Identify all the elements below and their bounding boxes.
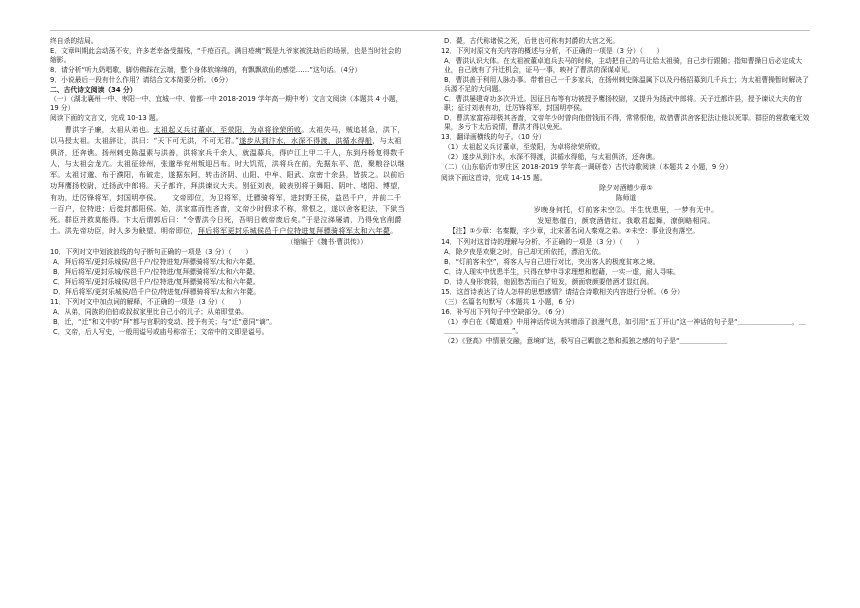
text-line: E．文章叫期此会动荡不安，许多老幸备受摧残，“千疮百孔，满目疮痍”既是九爷家被洗劫后的场景，也是当时社会的缩影。	[50, 47, 402, 64]
text-line: （缩编于《魏书·曹洪传》）	[286, 237, 367, 246]
text-line: C．文帝，后人写史，一般用谥号或庙号称帝王；文帝中的文即是谥号。	[53, 328, 269, 337]
section-heading: 二、古代诗文阅读（34 分）	[50, 86, 137, 95]
poem-line: 岁晚身何托，灯前客未空②。半生忧患里，一梦有无中。	[533, 204, 719, 214]
text-line: 除夕对酒赠少章①	[599, 183, 653, 192]
text-line: （三）名篇名句默写（本题共 1 小题，6 分）	[441, 298, 579, 307]
text-line: 15．这首诗表达了诗人怎样的思想感情？请结合诗歌相关内容进行分析。（6 分）	[441, 288, 684, 296]
text-line: 11．下列对文中加点词的解释，不正确的一项是（3 分）（ ）	[50, 298, 246, 307]
text-line: 阅读下面这首诗，完成 14-15 题。	[441, 173, 547, 182]
passage-text: ，与太祖俱济，还奔谯。扬州刺史陈温素与洪善，洪将家兵千余人，就温募兵，得庐江上甲二千人，东到丹杨复得数千人，与太祖会龙亢。太祖征徐州，张邈举兖州叛迎吕布。时大饥荒，洪将兵在前，先据东平、范，聚粮谷以继军。太祖讨邈、布于濮阳，布破走，遂据东阿，转击济阴、山阳、中牟、阳武、京密十余县，皆拔之。以前后功拜鹰扬校尉，迁扬武中郎将。天子都许，拜洪谏议大夫。别征刘表，破表别将于舞阳、阴叶、堵阳、博望，有功，迁厉锋将军，封国明亭侯。	[50, 136, 405, 202]
text-line: 【注】①少章：名秦觏，字少章，北宋著名词人秦观之弟。②未空：事业没有落空。	[449, 227, 700, 236]
text-line: C．诗人现实中忧患半生，只得在梦中寻求理想和慰藉，一实一虚，耐人寻味。	[444, 267, 680, 276]
text-line: 12．下列对原文有关内容的概述与分析，不正确的一项是（3 分）（ ）	[441, 47, 664, 56]
text-line: A．除夕夜是欢聚之时，自己却无所依托，漂泊无依。	[444, 247, 605, 256]
text-line: A．拜后将军/更封乐城侯/邑千户/位特进复/拜骠骑将军/太和六年薨。	[53, 257, 260, 266]
text-line: 终自杀的结局。	[50, 37, 98, 45]
passage-text: 。太祖失马，贼追甚急，洪下，以马授太祖。太祖辞让，洪曰：“天下可无洪，不可无君。”	[50, 125, 405, 146]
text-line: 9．小说最后一段有什么作用？请结合文本简要分析。（6分）	[50, 76, 232, 85]
text-line: 陈师道	[615, 193, 637, 202]
text-line: A．从弟，同族的伯伯或叔叔家里比自己小的儿子；从弟即堂弟。	[53, 308, 248, 317]
text-line: 13．翻译画横线的句子。（10 分）	[441, 133, 546, 142]
passage-text: 。	[390, 226, 398, 236]
text-line: （2）遂步从到汴水，水深不得渡，洪循水得船，与太祖俱济，还奔谯。	[444, 153, 660, 162]
text-line: D．拜后将军/更封乐城侯/邑千户位/特进复/拜骠骑将军/太和六年薨。	[53, 287, 260, 296]
text-line: （1）李白在《蜀道难》中用神话传说为其增添了浪漫气息，如引用“五丁开山”这一神话的句子是“＿＿＿＿＿＿＿＿，＿＿＿＿＿＿＿＿＿＿＿”。	[444, 318, 806, 336]
poem-line: 发短愁催白，颜衰酒借红。我歌君起舞，潦倒略相同。	[537, 216, 715, 226]
text-line: （二）（山东临沂市罗庄区 2018-2019 学年高一调研卷）古代诗歌阅读（本题共 2 小题，9 分）	[441, 163, 732, 172]
passage-text: 曹洪字子廉，太祖从弟也。	[50, 125, 154, 135]
right-column	[441, 37, 811, 346]
text-line: D．曹洪家富裕却极其吝啬，文帝年少时曾向他借钱而不得，常常恨他，故借曹洪舍客犯法让他以死罪。群臣的营救毫无效果，多亏卞太后说情，曹洪才得以免死。	[444, 114, 810, 132]
text-line: B．拜后将军/更封乐城/侯邑千户/位特进/复拜骠骑将军/太和六年薨。	[53, 267, 260, 276]
text-line: 8．请分析“听九奶唱歌，脚仿佛踩在云端，整个身体软绵绵的，有飘飘欲仙的感觉……”这句话。（4分）	[50, 66, 362, 75]
text-line: 16．补写出下列句子中空缺部分。（6 分）	[441, 308, 569, 317]
page-top-rule	[50, 30, 810, 31]
text-line: C．曹洪屡建奇功多次升迁。因征吕布等有功被授予鹰扬校尉，又提升为扬武中郎将。天子迁都许县，授予谏议大夫的官职；征讨刘表有功，迁厉锋将军，封国明亭侯。	[444, 95, 803, 113]
left-column	[50, 37, 407, 337]
text-line: B．“灯前客未空”，将客人与自己进行对比，突出客人的极度贫寒之境。	[444, 257, 660, 266]
text-line: （2）《登高》中情景交融，意境旷达，极写自己羁旅之愁和孤独之感的句子是“＿＿＿＿＿＿＿	[444, 337, 728, 346]
underlined-sentence: 太祖起义兵讨董卓，至荥阳，为卓将徐荣所败	[153, 125, 302, 135]
text-line: C．拜后将军/更封乐城侯/邑千户/位特进/复拜骠骑将军/太和六年薨。	[53, 277, 260, 286]
text-line: 阅读下面的文言文，完成 10-13 题。	[50, 114, 163, 123]
text-line: （1）太祖起义兵讨董卓，至荥阳，为卓将徐荣所败。	[444, 143, 605, 152]
text-line: D．薨，古代称诸侯之死，后世也可称有封爵的大官之死。	[444, 37, 620, 45]
classical-passage	[50, 124, 407, 236]
text-line: （一）（湖北襄州一中、枣阳一中、宜城一中、曾都一中 2018-2019 学年高一期中考）文言文阅读（本题共 4 小题，19 分）	[50, 95, 403, 113]
passage-text: 文帝即位，为卫将军，迁骠骑将军，进封野王侯，益邑千户，并前二千一百户，位特进；后徙封都阳侯。始，洪家富而性吝啬，文帝少时假求不称，常恨之，遂以舍客犯法，下狱当死。群臣并救莫能得。卞太后谓郭后曰：“令曹洪今日死，吾明日敕帝废后矣。”于是泣涕屡请，乃得免官削爵土。洪先帝功臣，时人多为觖望。明帝即位，	[50, 192, 405, 236]
underlined-sentence: 遂步从到汴水，水深不得渡，洪循水得船	[239, 136, 373, 146]
underlined-sentence: 拜后将军更封乐城侯邑千户位特进复拜骠骑将军太和六年薨	[197, 226, 391, 236]
text-line: 10．下列对文中划波浪线的句子断句正确的一项是（3 分）（ ）	[50, 247, 253, 256]
text-line: 14．下列对这首诗的理解与分析，不正确的一项是（3 分）（ ）	[441, 237, 644, 246]
text-line: B．迁，“迁”和文中的“拜”都与官职的变动、授予有关；与“迁”意同“谪”。	[53, 318, 277, 327]
text-line: B．曹洪善于利用人脉办事。带着自己一千多家兵，在扬州刺史陈温属下以及丹杨招募到几千兵士；为太祖曹操暂时解决了兵源不足的大问题。	[444, 76, 809, 94]
text-line: D．诗人身形衰弱，他固愁苦而白了短发，颜面衰颜要借酒才显红润。	[444, 277, 654, 286]
text-line: A．曹洪认识大体。在太祖被董卓追兵去马的时候，主动把自己的马让给太祖骑，自己步行跟随；指知曹操日后必定成大业，自己就有了升迁机会，证马一事，映衬了曹洪的深谋卓见。	[444, 57, 803, 75]
